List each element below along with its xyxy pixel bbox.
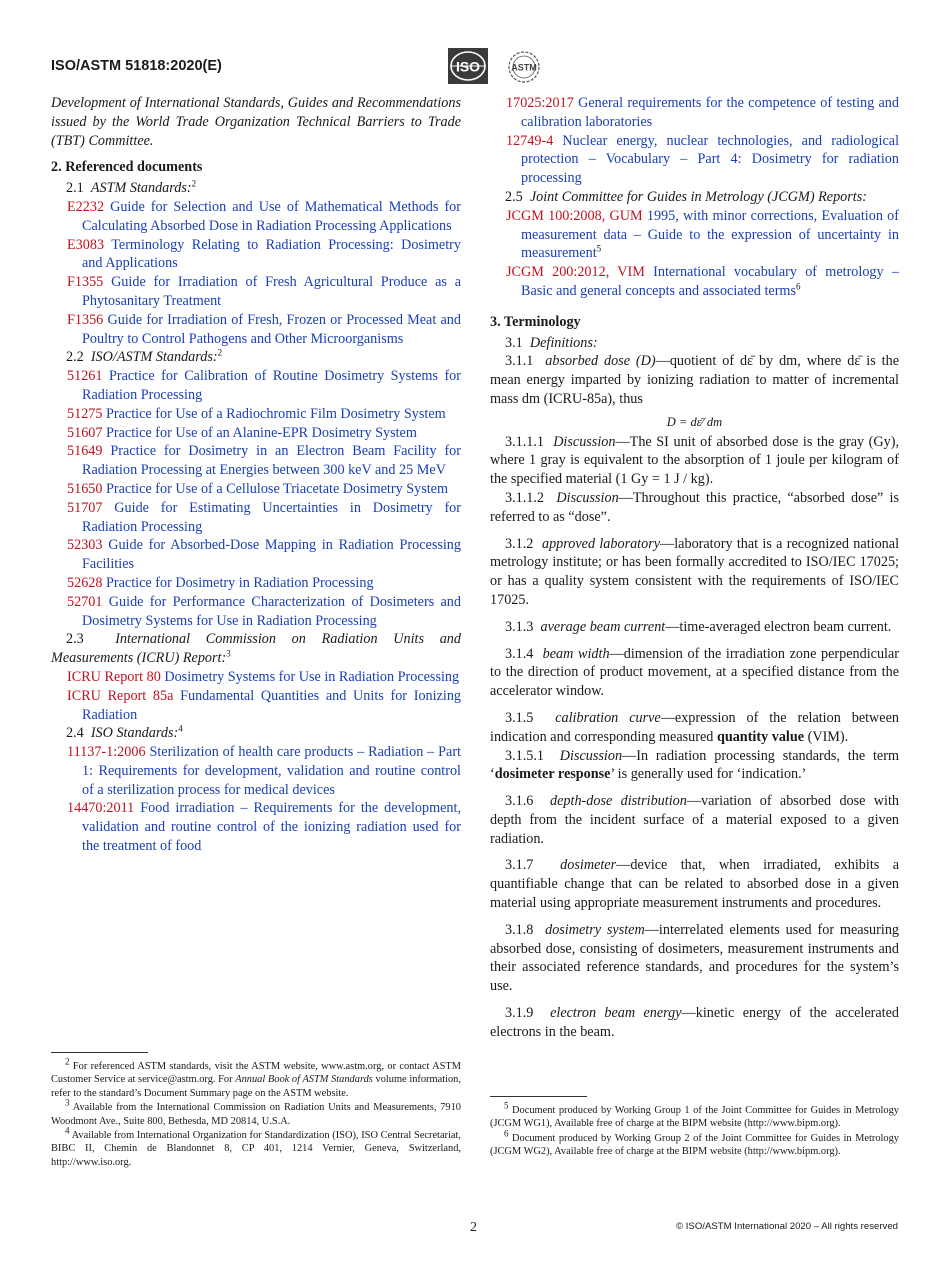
reference-code-link[interactable]: 51607 bbox=[67, 424, 103, 441]
reference-code-link[interactable]: 11137-1:2006 bbox=[67, 744, 146, 761]
reference-title-link[interactable]: Practice for Calibration of Routine Dosimetry Systems for Radiation Processing bbox=[82, 368, 461, 403]
reference-title-link[interactable]: Guide for Absorbed-Dose Mapping in Radiation Processing Facilities bbox=[82, 537, 461, 573]
intro-paragraph: Development of International Standards, Guides and Recommendations issued by the World Trade Organization Technical Barriers to Trade (TBT) Committee. bbox=[51, 95, 461, 149]
svg-text:ASTM: ASTM bbox=[511, 62, 537, 73]
definition-electron-beam-energy: 3.1.9 electron beam energy—kinetic energy of the accelerated electrons in the beam. bbox=[490, 1005, 900, 1040]
definition-absorbed-dose: 3.1.1 absorbed dose (D)—quotient of dε̄ by dm, where dε̄ is the mean energy imparted by ionizing radiation to matter of incremental mass dm (ICRU-85a), thus bbox=[490, 353, 899, 407]
footnote-number: 2 bbox=[65, 1056, 70, 1067]
reference-code-link[interactable]: 52628 bbox=[67, 574, 103, 591]
astm-reference-list bbox=[51, 198, 461, 348]
reference-entry bbox=[51, 424, 461, 443]
definition-dosimetry-system: 3.1.8 dosimetry system—interrelated elements used for measuring absorbed dose, consisting of dosimeters, measurement instruments and their associated reference standards, and procedures for the system’s use. bbox=[490, 921, 900, 995]
reference-title-link[interactable]: Nuclear energy, nuclear technologies, and radiological protection – Vocabulary – Part 4: Dosimetry for radiation processing bbox=[521, 132, 900, 187]
definition-beam-width: 3.1.4 beam width—dimension of the irradiation zone perpendicular to the direction of product movement, at a specified distance from the accelerator window. bbox=[490, 645, 900, 700]
footnote: $^4$ Available from International Organization for Standardization (ISO), ISO Central Secretariat, BIBC II, Chemin de Blandonnet 8, CP 401, 1214 Vernier, Geneva, Switzerland, http://www.iso.org. bbox=[51, 1125, 462, 1168]
reference-title-link[interactable]: Terminology Relating to Radiation Processing: Dosimetry and Applications bbox=[82, 236, 461, 272]
footnote-number: 5 bbox=[504, 1100, 509, 1111]
definition-depth-dose-distribution: 3.1.6 depth-dose distribution—variation of absorbed dose with depth from the incident surface of a material exposed to a given radiation. bbox=[490, 793, 899, 847]
section-3-heading: 3. Terminology bbox=[490, 313, 581, 330]
reference-title-link[interactable]: Fundamental Quantities and Units for Ionizing Radiation bbox=[82, 687, 462, 723]
footnotes-left bbox=[51, 1056, 462, 1170]
reference-code-link[interactable]: 17025:2017 bbox=[506, 95, 574, 111]
reference-code-link[interactable]: E3083 bbox=[67, 236, 105, 253]
reference-code-link[interactable]: F1356 bbox=[67, 311, 104, 328]
reference-title-link[interactable]: 1995, with minor corrections, Evaluation of measurement data – Guide to the expression of uncertainty in measurement bbox=[521, 207, 899, 262]
reference-entry bbox=[51, 480, 461, 499]
reference-code-link[interactable]: 51275 bbox=[67, 405, 103, 422]
footnote: $^6$ Document produced by Working Group 2 of the Joint Committee for Guides in Metrology (JCGM WG2), Available free of charge at the BIPM website (http://www.bipm.org). bbox=[490, 1128, 899, 1158]
reference-entry bbox=[490, 207, 899, 263]
reference-code-link[interactable]: F1355 bbox=[67, 274, 104, 291]
discussion-3-1-5-1: 3.1.5.1 Discussion—In radiation processing standards, the term ‘dosimeter response’ is generally used for ‘indication.’ bbox=[490, 747, 899, 783]
footnote-number: 3 bbox=[65, 1097, 70, 1108]
reference-entry bbox=[51, 687, 461, 725]
reference-title-link[interactable]: Practice for Use of an Alanine-EPR Dosimetry System bbox=[106, 424, 417, 441]
footnote-rule-right bbox=[490, 1096, 587, 1097]
reference-title-link[interactable]: Guide for Estimating Uncertainties in Dosimetry for Radiation Processing bbox=[82, 499, 461, 535]
page-number: 2 bbox=[470, 1220, 477, 1235]
footnote-number: 4 bbox=[65, 1125, 70, 1136]
jcgm-reference-list bbox=[490, 207, 899, 301]
copyright-notice: © ISO/ASTM International 2020 – All rights reserved bbox=[676, 1221, 898, 1232]
subsection-2-5: 2.5 Joint Committee for Guides in Metrology (JCGM) Reports: bbox=[505, 188, 867, 205]
definition-average-beam-current: 3.1.3 average beam current—time-averaged electron beam current. bbox=[505, 618, 892, 635]
iso-reference-list-left bbox=[51, 743, 461, 856]
reference-title-link[interactable]: Practice for Use of a Radiochromic Film Dosimetry System bbox=[106, 405, 446, 422]
reference-entry bbox=[51, 442, 461, 480]
definition-approved-laboratory: 3.1.2 approved laboratory—laboratory that is a recognized national metrology institute; or has been formally accredited to ISO/IEC 17025; or has a quality system consistent with the requirements of ISO/IEC 17025. bbox=[490, 535, 900, 608]
subsection-2-2: 2.2 ISO/ASTM Standards:$^2$ bbox=[66, 347, 223, 366]
reference-title-link[interactable]: Practice for Dosimetry in Radiation Processing bbox=[106, 574, 374, 591]
reference-code-link[interactable]: JCGM 100:2008, GUM bbox=[506, 207, 643, 224]
reference-code-link[interactable]: ICRU Report 85a bbox=[67, 687, 174, 704]
reference-code-link[interactable]: 51261 bbox=[67, 368, 103, 385]
footnotes-right bbox=[490, 1100, 899, 1160]
subsection-2-1: 2.1 ASTM Standards:$^2$ bbox=[66, 178, 197, 197]
absorbed-dose-formula: D = dε̄⁄ dm bbox=[666, 414, 723, 429]
reference-code-link[interactable]: JCGM 200:2012, VIM bbox=[506, 264, 645, 281]
subsection-2-4: 2.4 ISO Standards:$^4$ bbox=[66, 723, 183, 742]
reference-code-link[interactable]: 51649 bbox=[67, 443, 103, 460]
right-column bbox=[490, 94, 899, 1042]
subsection-2-3: 2.3 International Commission on Radiation Units and Measurements (ICRU) Report:$^3$ bbox=[51, 631, 461, 667]
reference-title-link[interactable]: Food irradiation – Requirements for the development, validation and routine control of the ionizing radiation used for the treatment of food bbox=[82, 800, 462, 855]
reference-code-link[interactable]: 14470:2011 bbox=[67, 800, 135, 817]
iso-reference-list-right bbox=[490, 94, 899, 188]
footnote: $^3$ Available from the International Commission on Radiation Units and Measurements, 7910 Woodmont Ave., Suite 800, Bethesda, MD 20814, U.S.A. bbox=[51, 1097, 461, 1127]
reference-entry bbox=[51, 743, 461, 799]
footnote: $^5$ Document produced by Working Group 1 of the Joint Committee for Guides in Metrology (JCGM WG1), Available free of charge at the BIPM website (http://www.bipm.org). bbox=[490, 1100, 899, 1130]
iso-logo bbox=[448, 48, 488, 84]
reference-entry bbox=[51, 799, 461, 855]
footnote-rule-left bbox=[51, 1052, 148, 1053]
section-2-heading: 2. Referenced documents bbox=[51, 159, 203, 176]
reference-entry bbox=[51, 198, 461, 236]
footnote: $^2$ For referenced ASTM standards, visit the ASTM website, www.astm.org, or contact ASTM Customer Service at service@astm.org. For Annual Book of ASTM Standards volume information, refer to the standard’s Document Summary page on the ASTM website. bbox=[51, 1056, 461, 1099]
reference-title-link[interactable]: Guide for Performance Characterization of Dosimeters and Dosimetry Systems for Use in Radiation Processing bbox=[82, 593, 461, 629]
definition-dosimeter: 3.1.7 dosimeter—device that, when irradiated, exhibits a quantifiable change that can be related to absorbed dose in a given material using appropriate measurement instruments and procedures. bbox=[490, 857, 899, 912]
footnote-marker: 5 bbox=[596, 243, 602, 254]
reference-title-link[interactable]: Guide for Irradiation of Fresh Agricultural Produce as a Phytosanitary Treatment bbox=[82, 274, 461, 309]
definition-calibration-curve: 3.1.5 calibration curve—expression of the relation between indication and corresponding measured quantity value (VIM). bbox=[490, 709, 899, 745]
icru-reference-list bbox=[51, 668, 461, 724]
reference-entry bbox=[490, 94, 899, 132]
reference-entry bbox=[490, 263, 899, 301]
reference-entry bbox=[51, 668, 461, 687]
reference-entry bbox=[51, 367, 461, 405]
reference-entry bbox=[51, 536, 461, 574]
svg-text:ISO: ISO bbox=[455, 58, 481, 75]
iso-astm-reference-list bbox=[51, 367, 461, 630]
reference-entry bbox=[51, 593, 461, 631]
discussion-3-1-1-2: 3.1.1.2 Discussion—Throughout this practice, “absorbed dose” is referred to as “dose”. bbox=[490, 489, 899, 525]
footnote-number: 6 bbox=[504, 1128, 509, 1139]
reference-entry bbox=[51, 311, 461, 349]
reference-title-link[interactable]: Practice for Use of a Cellulose Triacetate Dosimetry System bbox=[106, 480, 449, 497]
reference-title-link[interactable]: General requirements for the competence of testing and calibration laboratories bbox=[521, 95, 899, 130]
astm-logo bbox=[504, 50, 544, 84]
reference-code-link[interactable]: E2232 bbox=[67, 198, 105, 215]
reference-title-link[interactable]: Practice for Dosimetry in an Electron Beam Facility for Radiation Processing at Energies between 300 keV and 25 MeV bbox=[82, 443, 462, 479]
reference-title-link[interactable]: Guide for Irradiation of Fresh, Frozen or Processed Meat and Poultry to Control Pathogens and Other Microorganisms bbox=[82, 311, 461, 347]
reference-code-link[interactable]: 52303 bbox=[67, 537, 103, 554]
discussion-3-1-1-1: 3.1.1.1 Discussion—The SI unit of absorbed dose is the gray (Gy), where 1 gray is equivalent to the absorption of 1 joule per kilogram of the specified material (1 Gy = 1 J / kg). bbox=[490, 433, 900, 488]
reference-code-link[interactable]: 12749-4 bbox=[506, 132, 554, 149]
reference-title-link[interactable]: Guide for Selection and Use of Mathematical Methods for Calculating Absorbed Dose in Radiation Processing Applications bbox=[82, 198, 461, 234]
reference-title-link[interactable]: Sterilization of health care products – Radiation – Part 1: Requirements for development, validation and routine control of a sterilization process for medical devices bbox=[82, 744, 462, 798]
reference-title-link[interactable]: International vocabulary of metrology – Basic and general concepts and associated terms bbox=[521, 264, 899, 299]
reference-entry bbox=[490, 132, 899, 188]
reference-entry bbox=[51, 236, 461, 274]
reference-title-link[interactable]: Dosimetry Systems for Use in Radiation Processing bbox=[164, 668, 460, 685]
reference-code-link[interactable]: ICRU Report 80 bbox=[67, 668, 161, 685]
left-column bbox=[51, 94, 461, 856]
document-id: ISO/ASTM 51818:2020(E) bbox=[51, 58, 222, 74]
reference-entry bbox=[51, 574, 461, 593]
reference-code-link[interactable]: 51707 bbox=[67, 499, 103, 516]
reference-code-link[interactable]: 51650 bbox=[67, 480, 103, 497]
reference-code-link[interactable]: 52701 bbox=[67, 593, 103, 610]
footnote-marker: 6 bbox=[795, 281, 801, 292]
reference-entry bbox=[51, 405, 461, 424]
reference-entry bbox=[51, 499, 461, 537]
reference-entry bbox=[51, 273, 461, 311]
subsection-3-1: 3.1 Definitions: bbox=[505, 334, 598, 351]
